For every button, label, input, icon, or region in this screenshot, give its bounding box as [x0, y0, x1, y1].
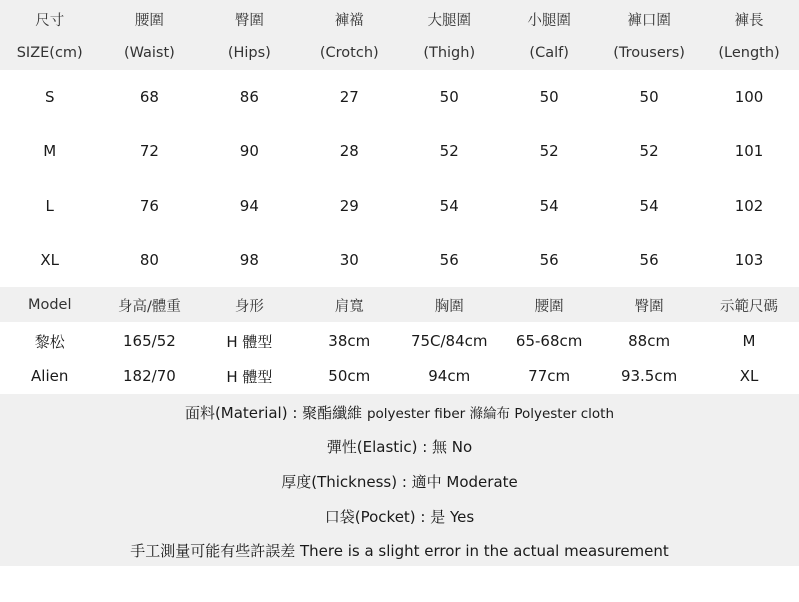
- size-label: M: [43, 142, 57, 160]
- model-hips: 88cm: [628, 332, 671, 350]
- model-demo-size: XL: [739, 367, 759, 385]
- model-name: Alien: [31, 367, 69, 385]
- model-chest: 94cm: [428, 367, 471, 385]
- model-chest: 75C/84cm: [410, 332, 488, 350]
- header-crotch-cn: 褲襠: [334, 12, 364, 29]
- length-value: 103: [734, 251, 764, 269]
- pocket-note: 口袋(Pocket) : 是 Yes: [324, 508, 475, 526]
- length-value: 101: [734, 142, 764, 160]
- material-note: [0, 402, 799, 423]
- elastic-note: 彈性(Elastic) : 無 No: [326, 438, 473, 456]
- thigh-value: 50: [439, 88, 459, 106]
- calf-value: 56: [539, 251, 559, 269]
- header-thigh-cn: 大腿圍: [427, 12, 471, 29]
- size-header-en-row: [0, 35, 799, 71]
- trousers-value: 52: [639, 142, 659, 160]
- model-header-row: [0, 287, 799, 323]
- thigh-value: 54: [439, 197, 459, 215]
- model-demo-size: M: [742, 332, 756, 350]
- waist-value: 76: [139, 197, 159, 215]
- trousers-value: 50: [639, 88, 659, 106]
- hips-value: 98: [239, 251, 259, 269]
- model-body-shape: H 體型: [226, 332, 273, 351]
- header-hips-en: (Hips): [227, 45, 271, 61]
- calf-value: 50: [539, 88, 559, 106]
- header-size-en: SIZE(cm): [16, 45, 83, 61]
- header-trousers-cn: 褲口圍: [627, 12, 671, 29]
- measurement-error-note: 手工測量可能有些許誤差 There is a slight error in the actual measurement: [130, 542, 669, 560]
- size-label: L: [45, 197, 54, 215]
- crotch-value: 30: [339, 251, 359, 269]
- table-row: [0, 188, 799, 224]
- hips-value: 86: [239, 88, 259, 106]
- header-hips: 臀圍: [634, 298, 664, 315]
- table-row: [0, 242, 799, 278]
- model-name: 黎松: [34, 332, 65, 351]
- header-calf-en: (Calf): [529, 45, 569, 61]
- header-body-shape: 身形: [234, 298, 264, 315]
- table-row: [0, 133, 799, 169]
- header-crotch-en: (Crotch): [319, 45, 379, 61]
- header-model: Model: [27, 297, 72, 313]
- waist-value: 68: [139, 88, 159, 106]
- crotch-value: 29: [339, 197, 359, 215]
- header-waist-en: (Waist): [123, 45, 175, 61]
- model-row: [0, 358, 799, 394]
- hips-value: 94: [239, 197, 259, 215]
- model-row: [0, 323, 799, 359]
- crotch-value: 27: [339, 88, 359, 106]
- header-demo-size: 示範尺碼: [720, 298, 779, 315]
- thigh-value: 56: [439, 251, 459, 269]
- header-shoulder: 肩寬: [334, 298, 364, 315]
- model-shoulder: 50cm: [328, 367, 371, 385]
- model-waist: 65-68cm: [515, 332, 583, 350]
- header-hips-cn: 臀圍: [234, 12, 264, 29]
- header-length-en: (Length): [718, 45, 780, 61]
- trousers-value: 56: [639, 251, 659, 269]
- material-label: 面料(Material) : 聚酯纖維: [184, 404, 363, 422]
- header-chest: 胸圍: [434, 298, 464, 315]
- thigh-value: 52: [439, 142, 459, 160]
- header-waist-cn: 腰圍: [134, 12, 164, 29]
- header-height-weight: 身高/體重: [117, 298, 181, 315]
- length-value: 102: [734, 197, 764, 215]
- header-size-cn: 尺寸: [35, 12, 65, 29]
- hips-value: 90: [239, 142, 259, 160]
- header-thigh-en: (Thigh): [423, 45, 476, 61]
- waist-value: 72: [139, 142, 159, 160]
- size-label: S: [44, 88, 55, 106]
- thickness-note: 厚度(Thickness) : 適中 Moderate: [281, 473, 518, 491]
- header-waist: 腰圍: [534, 298, 564, 315]
- material-detail: polyester fiber 滌綸布 Polyester cloth: [366, 406, 615, 422]
- product-notes: [0, 394, 799, 566]
- length-value: 100: [734, 88, 764, 106]
- calf-value: 54: [539, 197, 559, 215]
- model-hips: 93.5cm: [620, 367, 678, 385]
- model-waist: 77cm: [528, 367, 571, 385]
- model-height-weight: 182/70: [123, 367, 176, 385]
- trousers-value: 54: [639, 197, 659, 215]
- header-trousers-en: (Trousers): [613, 45, 685, 61]
- calf-value: 52: [539, 142, 559, 160]
- model-body-shape: H 體型: [226, 367, 273, 386]
- size-label: XL: [40, 251, 60, 269]
- model-shoulder: 38cm: [328, 332, 371, 350]
- header-calf-cn: 小腿圍: [527, 12, 571, 29]
- size-header-cn-row: [0, 1, 799, 37]
- crotch-value: 28: [339, 142, 359, 160]
- header-length-cn: 褲長: [734, 12, 764, 29]
- model-height-weight: 165/52: [123, 332, 176, 350]
- waist-value: 80: [139, 251, 159, 269]
- table-row: [0, 79, 799, 115]
